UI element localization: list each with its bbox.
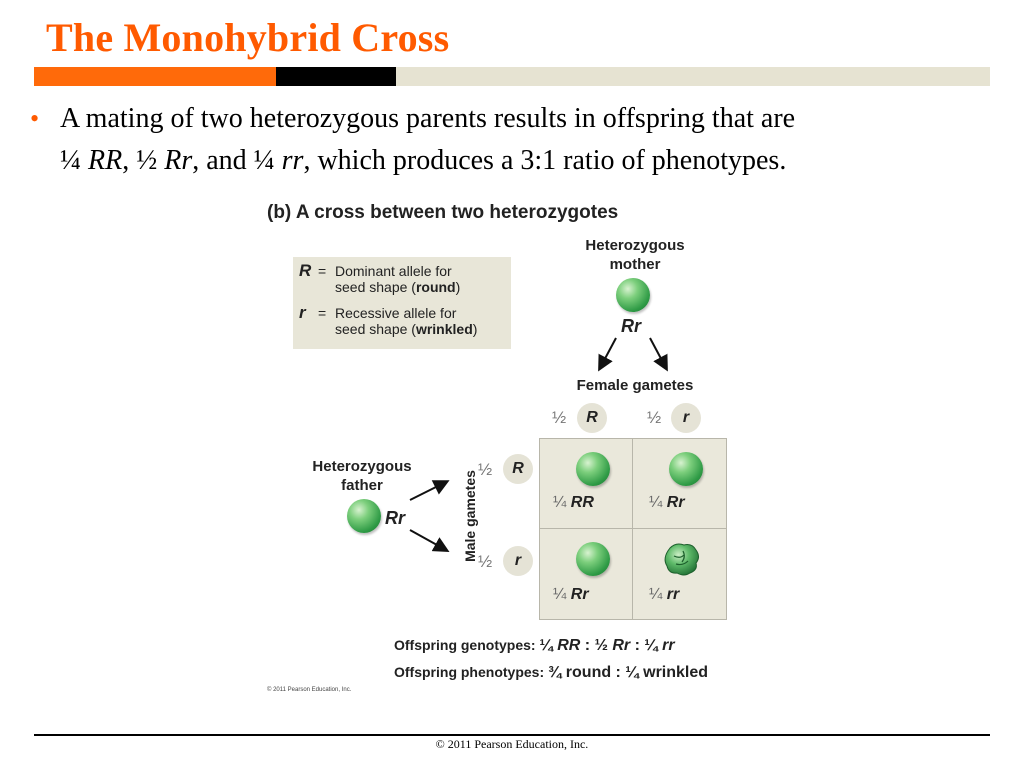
summary-RR: RR <box>557 637 581 654</box>
cell-fraction: ¼ <box>553 494 567 511</box>
legend-dom-round: round <box>415 279 456 295</box>
genotype-RR: RR <box>88 145 123 176</box>
male-gametes-label: Male gametes <box>462 470 478 562</box>
cell-rr-genotype: rr <box>666 586 680 603</box>
bullet-seg: , and ¼ <box>192 145 282 176</box>
cell-Rr-bottom-genotype: Rr <box>570 586 589 603</box>
bullet-line-1: A mating of two heterozygous parents results in offspring that are <box>60 103 796 134</box>
phenotypes-value: ¾ round : ¼ wrinkled <box>548 664 709 681</box>
bullet-seg: , ½ <box>122 145 165 176</box>
geno-frac-c: : ¼ <box>630 637 663 654</box>
father-genotype: Rr <box>385 508 406 528</box>
genotype-Rr: Rr <box>164 145 193 176</box>
figure-copyright: © 2011 Pearson Education, Inc. <box>267 687 352 693</box>
father-label-line2: father <box>341 477 383 494</box>
legend-rec-line1: Recessive allele for <box>335 305 457 321</box>
mother-arrow-left <box>600 338 616 368</box>
legend-rec-line2c: ) <box>472 321 478 337</box>
female-gamete-R-fraction: ½ <box>552 408 567 427</box>
figure-title-emph: heterozygotes <box>489 202 619 223</box>
cell-fraction: ¼ <box>649 586 663 603</box>
cell-RR-genotype: RR <box>570 494 594 511</box>
bullet-dot-icon: • <box>30 104 40 133</box>
father-arrow-up <box>410 482 446 500</box>
geno-frac-b: : ½ <box>580 637 613 654</box>
slide-title: The Monohybrid Cross <box>46 15 450 60</box>
legend-symbol-r: r <box>299 303 306 322</box>
legend-rec-line2a: seed shape ( <box>335 321 416 337</box>
cell-Rr-top-genotype: Rr <box>666 494 685 511</box>
male-gamete-r: r <box>503 546 533 576</box>
legend-equals: = <box>318 305 327 321</box>
footer-copyright: © 2011 Pearson Education, Inc. <box>435 737 589 751</box>
bullet-seg: ¼ <box>60 145 88 176</box>
male-gamete-R-fraction: ½ <box>478 460 493 479</box>
footer-divider <box>34 734 990 736</box>
genotype-rr: rr <box>281 145 304 176</box>
father-label-line1: Heterozygous <box>312 458 412 475</box>
geno-frac-a: ¼ <box>539 637 558 654</box>
figure-title-prefix: (b) A cross between two <box>267 202 490 223</box>
summary-Rr: Rr <box>612 637 631 654</box>
female-gametes-label: Female gametes <box>576 377 694 394</box>
legend-equals: = <box>318 263 327 279</box>
female-gamete-R: R <box>577 403 607 433</box>
wrinkled-pea-icon <box>665 544 698 575</box>
cell-fraction: ¼ <box>553 586 567 603</box>
legend-symbol-R: R <box>299 261 312 280</box>
offspring-genotypes <box>394 637 675 655</box>
cell-rr-label <box>649 586 679 604</box>
male-gamete-R: R <box>503 454 533 484</box>
female-gamete-r-fraction: ½ <box>647 408 662 427</box>
cell-fraction: ¼ <box>649 494 663 511</box>
offspring-phenotypes <box>394 664 708 682</box>
genotypes-label: Offspring genotypes: <box>394 637 540 653</box>
phenotypes-label: Offspring phenotypes: <box>394 664 548 680</box>
legend-dom-line2a: seed shape ( <box>335 279 416 295</box>
summary-rr: rr <box>662 637 675 654</box>
mother-arrow-right <box>650 338 666 368</box>
mother-label-line1: Heterozygous <box>585 237 685 254</box>
female-gamete-r: r <box>671 403 701 433</box>
male-gamete-r-fraction: ½ <box>478 552 493 571</box>
legend-dom-line2c: ) <box>455 279 461 295</box>
legend-rec-wrinkled: wrinkled <box>415 321 473 337</box>
mother-genotype: Rr <box>621 316 642 336</box>
legend-dom-line1: Dominant allele for <box>335 263 452 279</box>
father-arrow-down <box>410 530 446 550</box>
mother-label-line2: mother <box>609 256 661 273</box>
bullet-seg: , which produces a 3:1 ratio of phenotypes. <box>303 145 787 176</box>
